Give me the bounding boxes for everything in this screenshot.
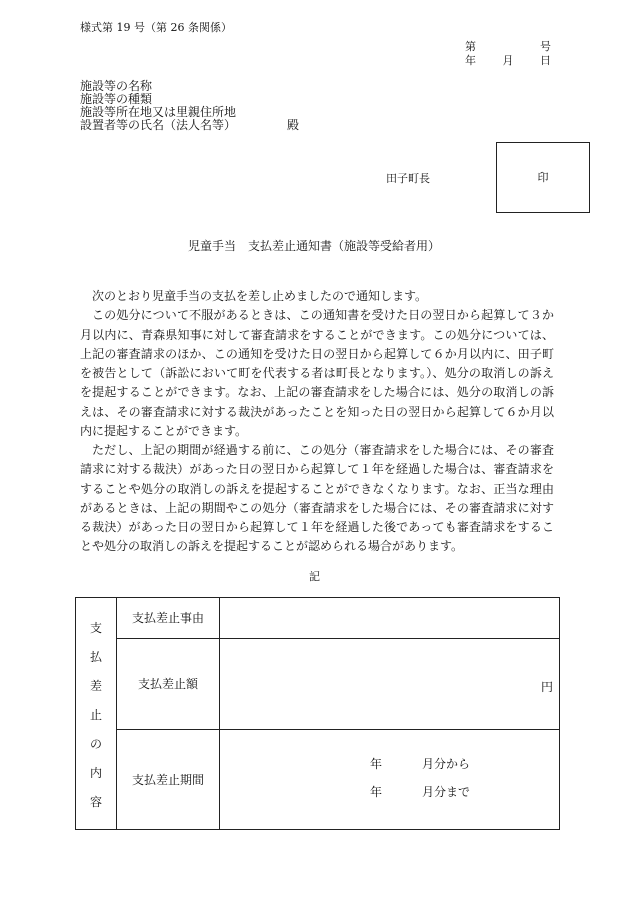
recipient-founder-name: 設置者等の氏名（法人名等）	[80, 118, 237, 132]
amount-label: 支払差止額	[137, 676, 198, 691]
body-text	[80, 287, 554, 557]
recipient-block	[80, 79, 300, 132]
recipient-facility-type: 施設等の種類	[80, 92, 153, 106]
date-day: 日	[540, 54, 551, 67]
recipient-facility-name: 施設等の名称	[80, 79, 153, 93]
form-number: 様式第 19 号（第 26 条関係）	[80, 21, 232, 34]
document-title: 児童手当 支払差止通知書（施設等受給者用）	[188, 239, 441, 253]
amount-value-cell	[220, 639, 559, 729]
date-year: 年	[465, 54, 476, 67]
reason-label-cell	[117, 598, 219, 638]
side-label-char: 容	[89, 795, 102, 809]
amount-label-cell	[117, 639, 219, 729]
side-label-char: 支	[89, 621, 102, 635]
date-month: 月	[502, 54, 514, 67]
side-label-char: 止	[89, 708, 102, 722]
period-from-year: 年	[370, 757, 383, 771]
recipient-honorific: 殿	[287, 118, 300, 132]
body-paragraph-proviso: ただし、上記の期間が経過する前に、この処分（審査請求をした場合には、その審査請求に対する裁決）があった日の翌日から起算して１年を経過した場合は、審査請求をすることや処分の取消しの訴えを提起することができなくなります。なお、正当な理由があるときは、上記の期間やこの処分（審査請求をした場合には、その審査請求に対する裁決）があった日の翌日から起算して１年を経過した後であっても審査請求をすることや処分の取消しの訴えを提起することが認められる場合があります。	[80, 443, 554, 554]
period-label: 支払差止期間	[131, 772, 204, 787]
body-paragraph-appeal: この処分について不服があるときは、この通知書を受けた日の翌日から起算して３か月以内に、青森県知事に対して審査請求をすることができます。この処分については、上記の審査請求のほか、この通知を受けた日の翌日から起算して６か月以内に、田子町を被告として（訴訟において町を代表する者は町長となります。）、処分の取消しの訴えを提起することができます。なお、上記の審査請求をした場合には、処分の取消しの訴えは、その審査請求に対する裁決があったことを知った日の翌日から起算して６か月以内に提起することができます。	[80, 308, 554, 438]
detail-table	[75, 597, 560, 830]
reason-label: 支払差止事由	[131, 610, 204, 625]
recipient-address: 施設等所在地又は里親住所地	[80, 105, 237, 119]
document-number	[465, 41, 551, 53]
amount-unit: 円	[540, 680, 553, 694]
body-paragraph-intro: 次のとおり児童手当の支払を差し止めましたので通知します。	[92, 289, 428, 303]
period-label-cell	[117, 730, 219, 830]
period-to-month: 月分まで	[422, 785, 471, 799]
seal-box	[496, 142, 590, 213]
side-label-char: 差	[89, 679, 102, 693]
table-side-label	[76, 598, 116, 829]
side-label-char: の	[89, 737, 102, 751]
document-date	[465, 55, 551, 67]
doc-number-prefix: 第	[465, 40, 476, 53]
ki-mark: 記	[309, 570, 320, 583]
side-label-char: 払	[89, 650, 102, 664]
issuer-title: 田子町長	[386, 172, 430, 185]
seal-label: 印	[537, 170, 549, 184]
reason-value-cell	[220, 598, 559, 638]
period-from-month: 月分から	[422, 757, 471, 771]
side-label-char: 内	[89, 766, 102, 780]
doc-number-suffix: 号	[540, 40, 551, 53]
period-to-year: 年	[370, 785, 383, 799]
period-value-cell	[220, 730, 559, 830]
